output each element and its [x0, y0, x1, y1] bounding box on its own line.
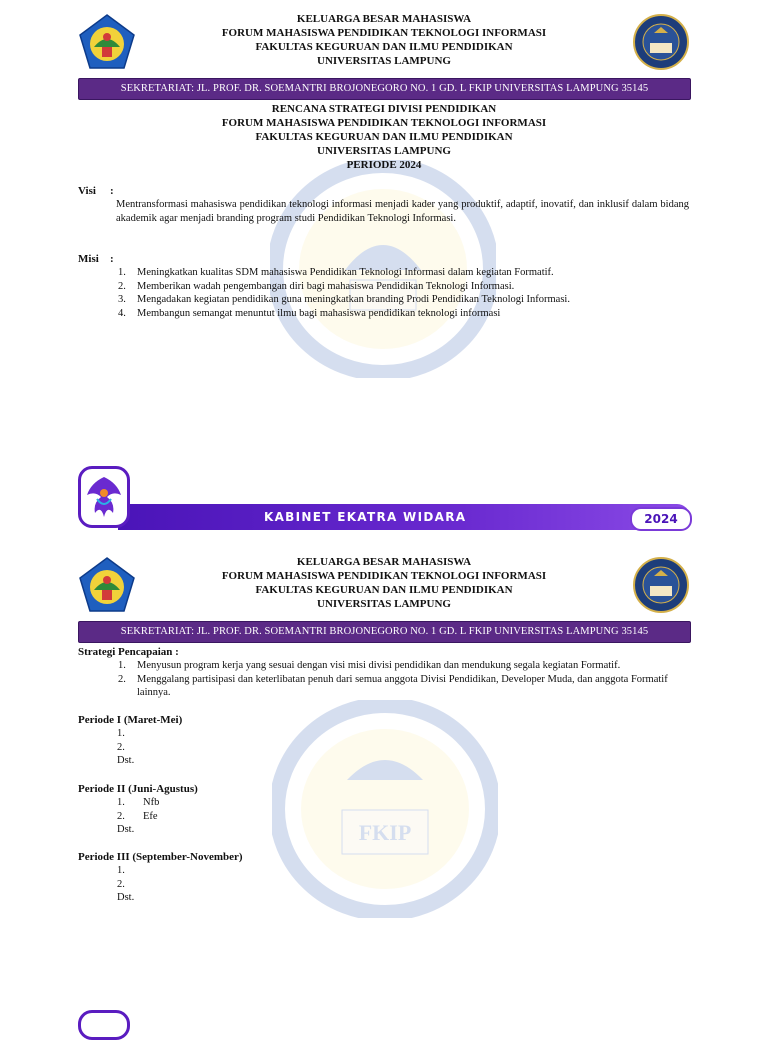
banner-year: 2024	[630, 507, 692, 531]
unila-logo	[78, 13, 136, 71]
misi-label: Misi	[78, 253, 99, 265]
header-line1: KELUARGA BESAR MAHASISWA	[296, 556, 472, 568]
header-line3: FAKULTAS KEGURUAN DAN ILMU PENDIDIKAN	[255, 584, 513, 596]
list-item: 2.	[117, 878, 125, 890]
header-line4: UNIVERSITAS LAMPUNG	[317, 598, 451, 610]
visi-label: Visi	[78, 185, 96, 197]
periode1-title: Periode I (Maret-Mei)	[78, 714, 183, 726]
periode1-list	[117, 727, 134, 768]
unila-logo	[78, 556, 136, 614]
header-line4: UNIVERSITAS LAMPUNG	[317, 55, 451, 67]
periode3-title: Periode III (September-November)	[78, 851, 243, 863]
doc-title-line5: PERIODE 2024	[346, 159, 422, 171]
list-item: 1.	[117, 865, 125, 876]
periode3-list	[117, 864, 134, 905]
fkip-logo	[632, 556, 690, 614]
strategi-label: Strategi Pencapaian :	[78, 646, 179, 658]
periode2-title: Periode II (Juni-Agustus)	[78, 783, 198, 795]
kabinet-emblem	[78, 466, 130, 528]
list-item: 4. Membangun semangat menuntut ilmu bagi mahasiswa pendidikan teknologi informasi	[118, 307, 501, 319]
list-item: 3. Mengadakan kegiatan pendidikan guna meningkatkan branding Prodi Pendidikan Teknologi Informasi.	[118, 294, 570, 305]
visi-colon: :	[110, 185, 114, 197]
misi-colon: :	[110, 253, 114, 265]
banner-title: KABINET EKATRA WIDARA	[264, 510, 467, 524]
header-line1: KELUARGA BESAR MAHASISWA	[296, 13, 472, 25]
kabinet-banner	[78, 466, 690, 528]
header-line2: FORUM MAHASISWA PENDIDIKAN TEKNOLOGI INFORMASI	[221, 27, 547, 39]
list-item: 2.	[117, 741, 125, 753]
doc-title-line1: RENCANA STRATEGI DIVISI PENDIDIKAN	[271, 103, 497, 115]
doc-title-line2: FORUM MAHASISWA PENDIDIKAN TEKNOLOGI INFORMASI	[221, 117, 547, 129]
doc-title-line3: FAKULTAS KEGURUAN DAN ILMU PENDIDIKAN	[255, 131, 513, 143]
list-item: 1.	[117, 728, 125, 739]
periode1-dst: Dst.	[117, 755, 135, 766]
periode2-list	[117, 796, 159, 837]
fkip-logo	[632, 13, 690, 71]
sekretariat-bar: SEKRETARIAT: JL. PROF. DR. SOEMANTRI BROJONEGORO NO. 1 GD. L FKIP UNIVERSITAS LAMPUNG 35145	[78, 621, 691, 643]
list-item: 1. Meningkatkan kualitas SDM mahasiswa Pendidikan Teknologi Informasi dalam kegiatan Formatif.	[118, 267, 554, 278]
list-item: 2. Memberikan wadah pengembangan diri bagi mahasiswa Pendidikan Teknologi Informasi.	[118, 280, 515, 292]
header-line3: FAKULTAS KEGURUAN DAN ILMU PENDIDIKAN	[255, 41, 513, 53]
next-page-emblem-partial	[78, 1010, 130, 1040]
list-item: 2. Efe	[117, 810, 158, 822]
list-item: 2. Menggalang partisipasi dan keterlibatan penuh dari semua anggota Divisi Pendidikan, Developer Muda, dan anggota Formatif lainnya.	[118, 673, 668, 698]
phoenix-icon	[81, 469, 127, 525]
watermark-center-text: FKIP	[358, 820, 412, 845]
strategi-list	[118, 659, 690, 700]
misi-list	[118, 266, 690, 320]
periode3-dst: Dst.	[117, 892, 135, 903]
watermark-emblem	[272, 700, 498, 918]
visi-text: Mentransformasi mahasiswa pendidikan teknologi informasi menjadi kader yang produktif, adaptif, inovatif, dan inklusif dalam bidang akademik agar menjadi branding program studi Pendidikan Teknologi Informasi.	[116, 199, 689, 224]
list-item: 1. Nfb	[117, 797, 160, 808]
header-line2: FORUM MAHASISWA PENDIDIKAN TEKNOLOGI INFORMASI	[221, 570, 547, 582]
periode2-dst: Dst.	[117, 824, 135, 835]
list-item: 1. Menyusun program kerja yang sesuai dengan visi misi divisi pendidikan dan mendukung segala kegiatan Formatif.	[118, 660, 621, 671]
doc-title-line4: UNIVERSITAS LAMPUNG	[317, 145, 451, 157]
sekretariat-bar: SEKRETARIAT: JL. PROF. DR. SOEMANTRI BROJONEGORO NO. 1 GD. L FKIP UNIVERSITAS LAMPUNG 35145	[78, 78, 691, 100]
